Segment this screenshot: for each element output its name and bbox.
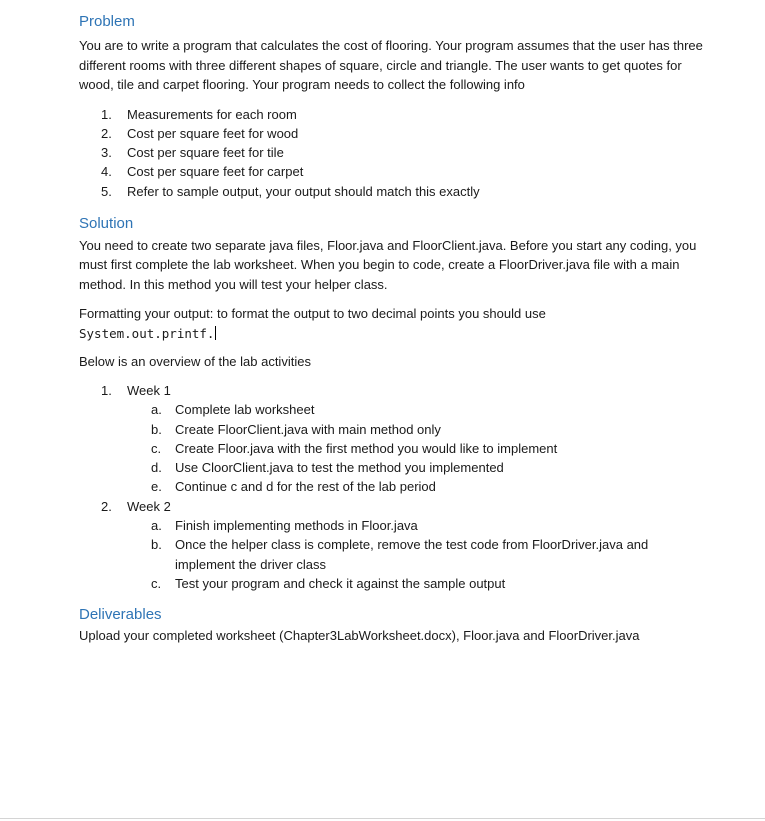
- overview-paragraph: Below is an overview of the lab activities: [79, 354, 311, 370]
- week-1-tasks: [127, 400, 709, 496]
- requirements-list: [79, 105, 709, 201]
- document-page: [79, 12, 709, 646]
- problem-heading: Problem: [79, 13, 135, 30]
- code-snippet: System.out.printf.: [79, 325, 215, 341]
- deliverables-paragraph: Upload your completed worksheet (Chapter3LabWorksheet.docx), Floor.java and FloorDriver.java: [79, 628, 640, 644]
- list-item-week-2: 2. Week 2 a. Finish implementing methods in Floor.java b. Once the helper class is complete, remove the test code from FloorDriver.java and implement the driver class c. Test your program and check it against the sample output: [79, 497, 709, 593]
- list-item: 1. Measurements for each room: [101, 106, 297, 122]
- list-item: 3. Cost per square feet for tile: [101, 145, 284, 161]
- solution-heading: Solution: [79, 214, 134, 232]
- list-item: a. Finish implementing methods in Floor.java: [151, 518, 418, 534]
- problem-paragraph: You are to write a program that calculates the cost of flooring. Your program assumes that the user has three different rooms with three different shapes of square, circle and triangle. The user wants to get quotes for wood, tile and carpet flooring. Your program needs to collect the following info: [79, 38, 703, 92]
- deliverables-heading: Deliverables: [79, 606, 162, 624]
- list-item: a. Complete lab worksheet: [151, 402, 315, 418]
- list-item: e. Continue c and d for the rest of the lab period: [151, 479, 436, 495]
- list-item: b. Create FloorClient.java with main method only: [151, 421, 441, 437]
- list-item: d. Use CloorClient.java to test the method you implemented: [151, 460, 504, 476]
- list-item: b. Once the helper class is complete, remove the test code from FloorDriver.java and implement the driver class: [151, 537, 649, 572]
- solution-paragraph: You need to create two separate java files, Floor.java and FloorClient.java. Before you start any coding, you must first complete the lab worksheet. When you begin to code, create a FloorDriver.java file with a main method. In this method you will test your helper class.: [79, 237, 697, 292]
- list-item: 2. Cost per square feet for wood: [101, 125, 299, 141]
- list-item: 5. Refer to sample output, your output should match this exactly: [101, 183, 480, 199]
- list-item-week-1: 1. Week 1 a. Complete lab worksheet b. Create FloorClient.java with main method only c. Create Floor.java with the first method you would like to implement d. Use CloorClient.java to test the method you implemented e. Continue c and d for the rest of the lab period: [79, 381, 709, 497]
- list-item: 4. Cost per square feet for carpet: [101, 164, 304, 180]
- activities-list: [79, 381, 709, 593]
- list-item: c. Test your program and check it against the sample output: [151, 575, 506, 591]
- text-cursor: [215, 326, 216, 340]
- week-2-tasks: [127, 516, 709, 593]
- formatting-paragraph: Formatting your output: to format the output to two decimal points you should use System.out.printf.: [79, 306, 546, 341]
- page-bottom-border: [0, 818, 765, 819]
- list-item: c. Create Floor.java with the first method you would like to implement: [151, 440, 558, 456]
